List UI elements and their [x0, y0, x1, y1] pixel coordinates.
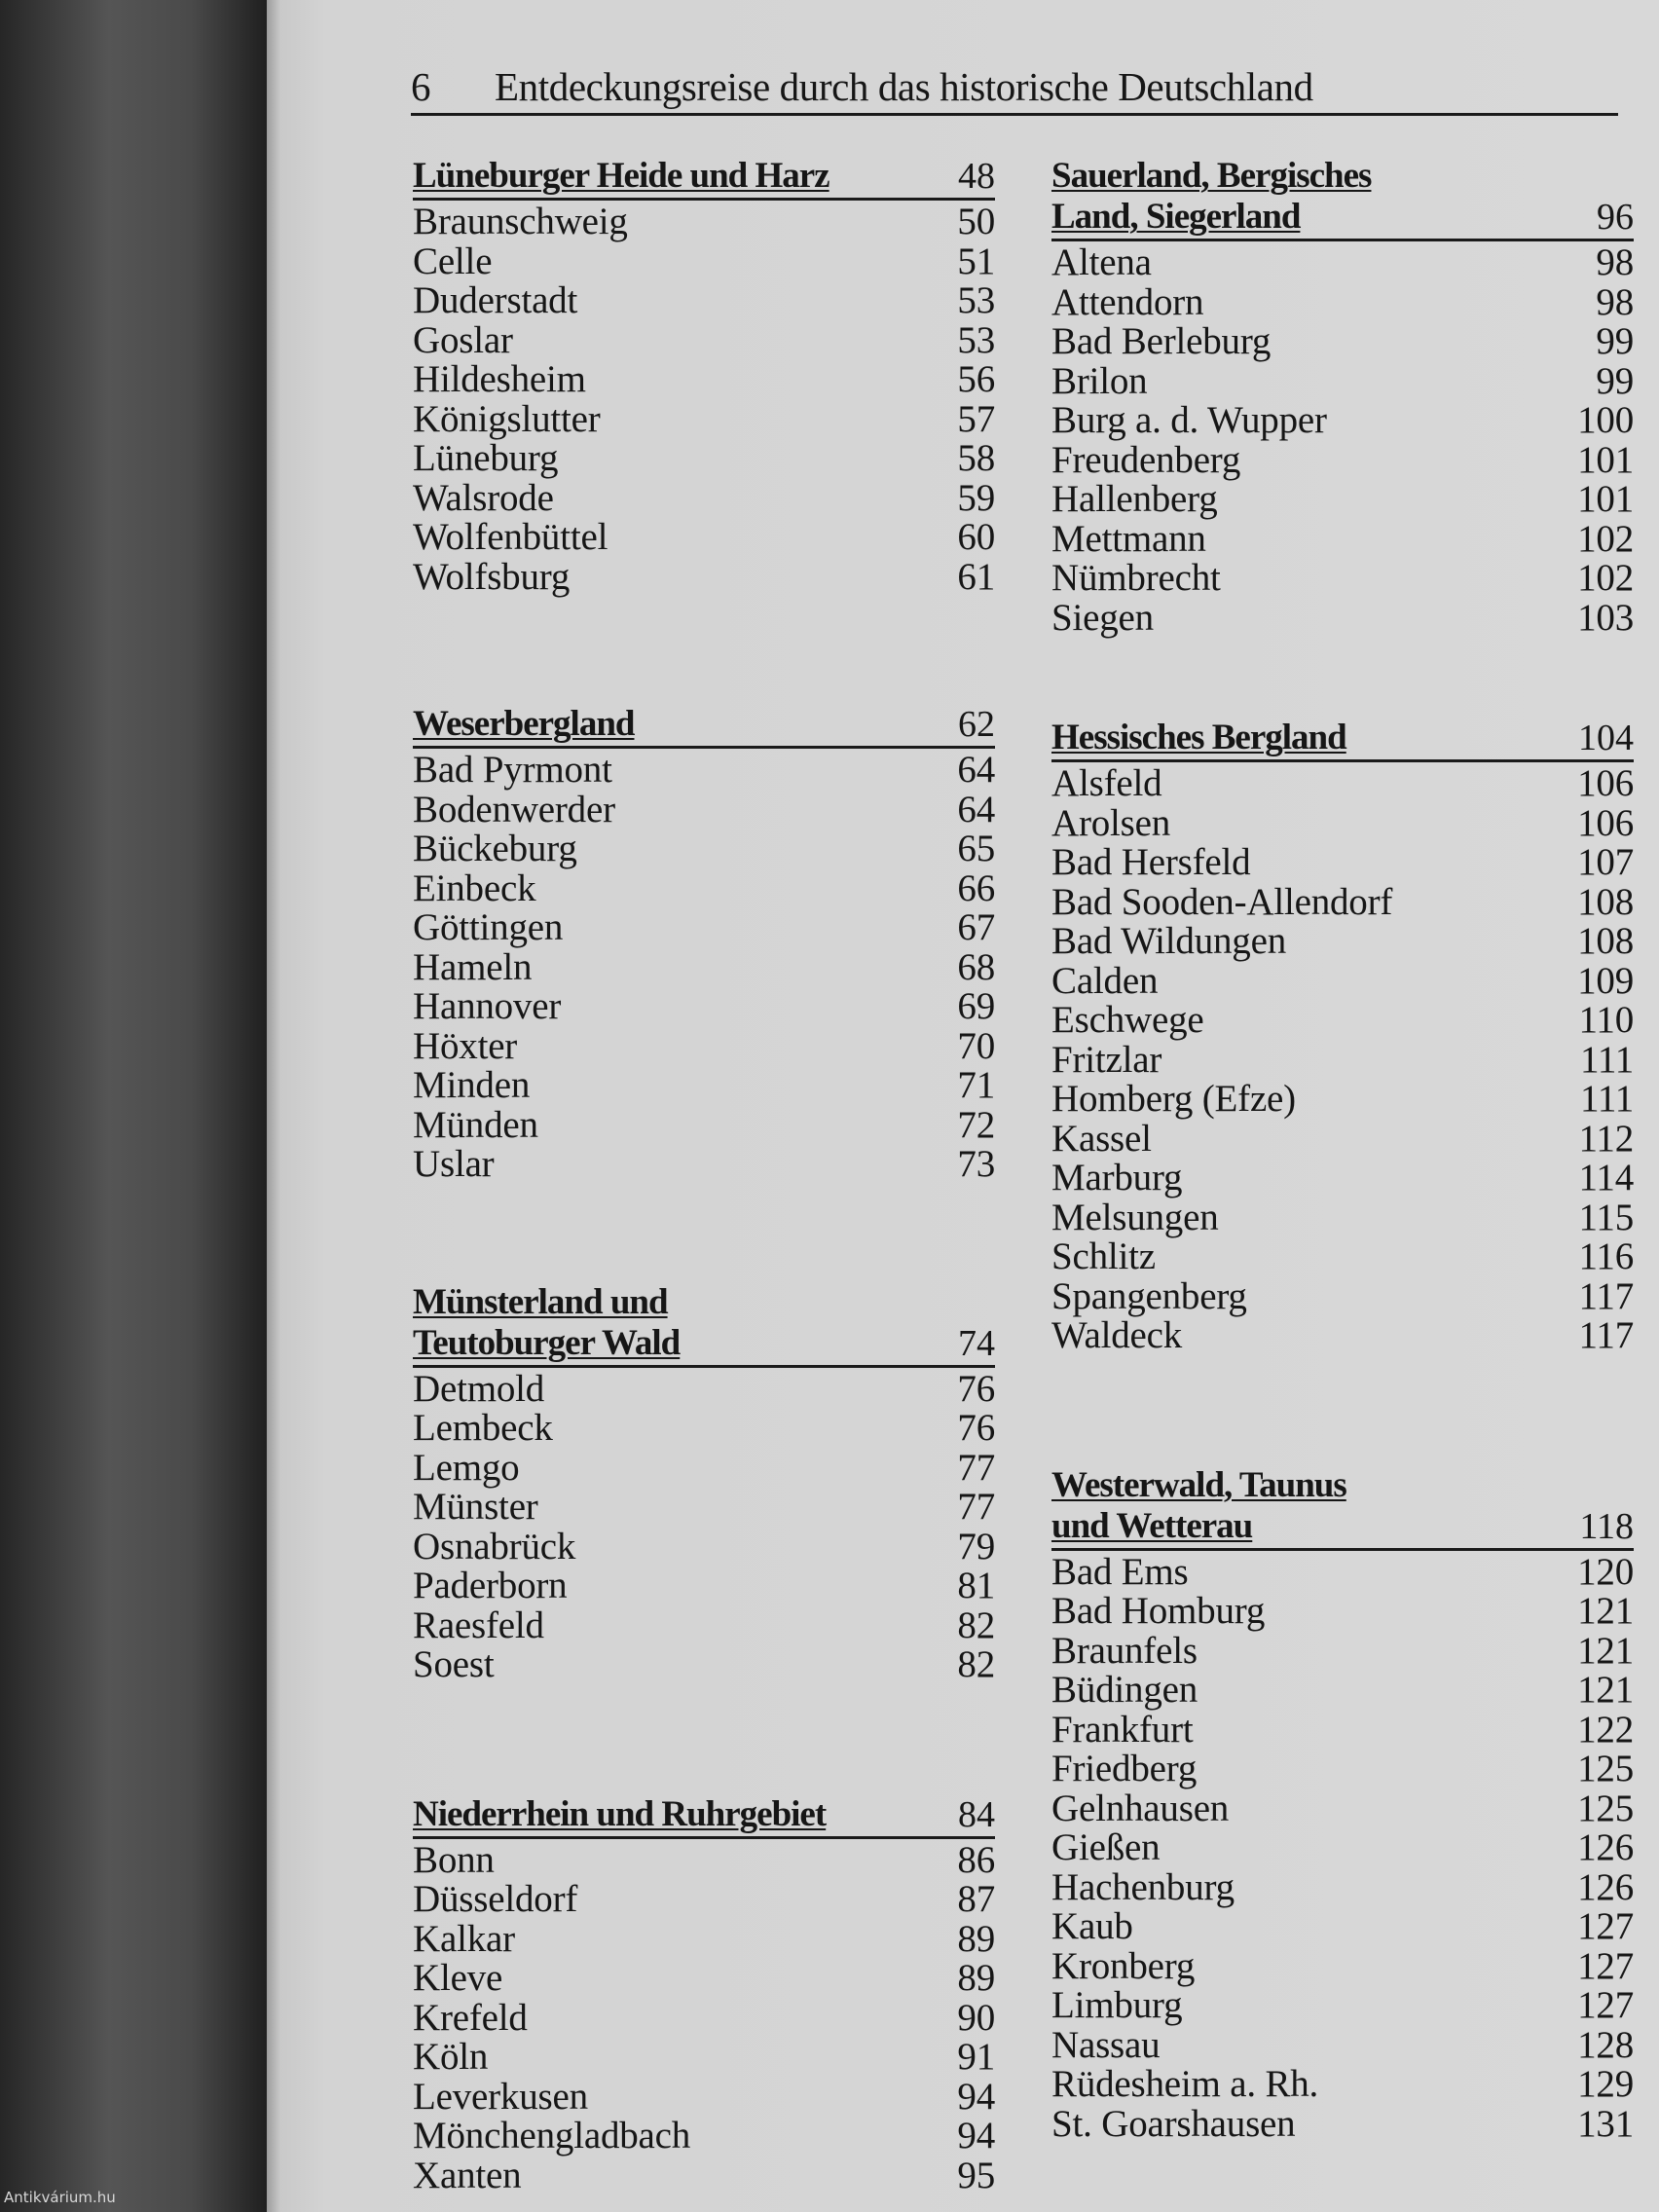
entry-page: 90 — [957, 1996, 995, 2039]
toc-entry — [1051, 1828, 1634, 1868]
header-rule — [411, 113, 1618, 116]
toc-entry — [1051, 2023, 1634, 2066]
entry-page: 101 — [1577, 478, 1634, 520]
entry-page: 117 — [1578, 1274, 1634, 1317]
entry-page: 115 — [1578, 1196, 1634, 1238]
toc-entry — [1051, 764, 1634, 804]
entry-name: Raesfeld — [413, 1604, 544, 1646]
entry-page: 98 — [1596, 241, 1634, 283]
entry-page: 103 — [1577, 596, 1634, 639]
toc-entry — [413, 1409, 995, 1449]
toc-entry — [1051, 843, 1634, 883]
section-title: Münsterland und Teutoburger Wald — [413, 1281, 681, 1363]
toc-entry — [1051, 438, 1634, 481]
toc-entry — [1051, 359, 1634, 402]
toc-entry — [413, 439, 995, 479]
toc-entry — [413, 1959, 995, 1999]
section-page: 84 — [958, 1793, 995, 1835]
entry-name: Einbeck — [413, 866, 536, 909]
entry-page: 126 — [1577, 1826, 1634, 1868]
toc-entry — [1051, 1986, 1634, 2026]
running-header — [411, 62, 1618, 111]
entry-name: Bad Berleburg — [1051, 320, 1272, 362]
toc-entry — [413, 2075, 995, 2118]
toc-entry — [1051, 280, 1634, 323]
entry-name: Göttingen — [413, 906, 564, 948]
toc-entry — [413, 281, 995, 321]
entry-name: Büdingen — [1051, 1669, 1198, 1711]
toc-entry — [413, 2154, 995, 2196]
entry-name: Kassel — [1051, 1117, 1152, 1160]
toc-entry — [413, 1145, 995, 1185]
entry-name: Osnabrück — [413, 1525, 576, 1567]
entry-name: Soest — [413, 1643, 495, 1685]
entry-page: 95 — [957, 2154, 995, 2196]
entry-page: 109 — [1577, 959, 1634, 1002]
section-gap — [1051, 638, 1634, 718]
entry-name: Lemgo — [413, 1446, 520, 1489]
entry-name: Brilon — [1051, 359, 1148, 402]
entry-name: Lembeck — [413, 1407, 553, 1449]
entry-page: 98 — [1596, 280, 1634, 323]
toc-entry — [413, 1567, 995, 1606]
entry-page: 56 — [957, 358, 995, 400]
entry-page: 107 — [1577, 841, 1634, 883]
toc-entry — [1051, 1865, 1634, 1908]
entry-name: Xanten — [413, 2154, 522, 2196]
toc-entry — [1051, 1592, 1634, 1632]
toc-entry — [1051, 1708, 1634, 1751]
entry-page: 100 — [1577, 399, 1634, 441]
entry-page: 50 — [957, 201, 995, 242]
entry-page: 106 — [1577, 801, 1634, 844]
section-gap — [1051, 1356, 1634, 1465]
toc-entry — [413, 830, 995, 869]
entry-page: 110 — [1578, 999, 1634, 1041]
toc-column-left — [413, 156, 995, 2195]
entry-page: 91 — [957, 2036, 995, 2078]
section-heading — [413, 704, 995, 749]
entry-page: 71 — [957, 1064, 995, 1106]
entry-page: 99 — [1596, 320, 1634, 362]
toc-entry — [413, 1917, 995, 1960]
toc-entry — [413, 1525, 995, 1567]
entry-page: 81 — [957, 1565, 995, 1606]
entry-page: 76 — [957, 1407, 995, 1449]
book-spine — [0, 0, 273, 2212]
entry-page: 58 — [957, 437, 995, 479]
entry-name: Detmold — [413, 1367, 545, 1410]
toc-entry — [1051, 401, 1634, 441]
entry-name: Homberg (Efze) — [1051, 1078, 1296, 1120]
toc-entry — [413, 555, 995, 598]
entry-name: Bad Pyrmont — [413, 749, 612, 791]
entry-name: Bad Hersfeld — [1051, 841, 1251, 883]
section-page: 104 — [1578, 718, 1634, 758]
entry-page: 94 — [957, 2115, 995, 2157]
toc-entry — [1051, 480, 1634, 520]
entry-name: Paderborn — [413, 1565, 568, 1606]
entry-page: 79 — [957, 1525, 995, 1567]
toc-entry — [413, 1880, 995, 1920]
entry-name: Hannover — [413, 985, 562, 1027]
page-title: Entdeckungsreise durch das historische Deutschland — [495, 64, 1313, 109]
section-gap — [413, 1185, 995, 1282]
toc-entry — [1051, 2065, 1634, 2105]
entry-name: Attendorn — [1051, 280, 1204, 323]
toc-entry — [1051, 1237, 1634, 1277]
entry-name: Wolfenbüttel — [413, 516, 608, 558]
entry-name: Bückeburg — [413, 828, 577, 869]
entry-name: Lüneburg — [413, 437, 559, 479]
entry-page: 67 — [957, 906, 995, 948]
toc-entry — [1051, 1316, 1634, 1356]
entry-page: 69 — [957, 985, 995, 1027]
toc-entry — [1051, 1038, 1634, 1081]
toc-section — [413, 704, 995, 1185]
entry-name: Kaub — [1051, 1905, 1133, 1947]
entry-name: Siegen — [1051, 596, 1154, 639]
entry-page: 59 — [957, 476, 995, 519]
entry-name: Bad Sooden-Allendorf — [1051, 880, 1393, 923]
entry-page: 102 — [1577, 557, 1634, 599]
entry-name: Friedberg — [1051, 1748, 1198, 1789]
entry-name: Spangenberg — [1051, 1274, 1247, 1317]
entry-name: Hallenberg — [1051, 478, 1218, 520]
entry-name: Fritzlar — [1051, 1038, 1162, 1081]
entry-page: 116 — [1578, 1235, 1634, 1277]
entry-name: Köln — [413, 2036, 489, 2078]
entry-name: Höxter — [413, 1024, 518, 1067]
entry-page: 126 — [1577, 1865, 1634, 1908]
entry-name: Münden — [413, 1103, 538, 1146]
toc-entry — [1051, 1944, 1634, 1987]
entry-name: Bad Wildungen — [1051, 920, 1286, 962]
entry-page: 106 — [1577, 762, 1634, 804]
entry-name: Goslar — [413, 318, 513, 361]
toc-entry — [1051, 322, 1634, 362]
entry-name: Alsfeld — [1051, 762, 1162, 804]
toc-entry — [1051, 1789, 1634, 1829]
entry-page: 86 — [957, 1838, 995, 1881]
entry-name: Mettmann — [1051, 517, 1206, 560]
entry-page: 53 — [957, 318, 995, 361]
toc-section — [413, 156, 995, 597]
entry-page: 64 — [957, 749, 995, 791]
toc-entry — [413, 2117, 995, 2157]
entry-page: 127 — [1577, 1944, 1634, 1987]
entry-page: 51 — [957, 240, 995, 282]
entry-page: 122 — [1577, 1708, 1634, 1751]
toc-entry — [413, 360, 995, 400]
toc-entry — [1051, 1198, 1634, 1238]
entry-name: St. Goarshausen — [1051, 2102, 1296, 2145]
entry-page: 121 — [1577, 1629, 1634, 1672]
entry-page: 65 — [957, 828, 995, 869]
entry-page: 64 — [957, 788, 995, 830]
section-heading — [1051, 156, 1634, 241]
toc-entry — [1051, 2102, 1634, 2145]
entry-name: Marburg — [1051, 1157, 1183, 1198]
entry-name: Münster — [413, 1486, 538, 1528]
toc-entry — [413, 1103, 995, 1146]
toc-entry — [413, 203, 995, 242]
entry-page: 108 — [1577, 920, 1634, 962]
toc-entry — [413, 1606, 995, 1646]
entry-name: Bodenwerder — [413, 788, 615, 830]
toc-entry — [413, 788, 995, 830]
entry-page: 112 — [1578, 1117, 1634, 1160]
entry-page: 61 — [957, 555, 995, 598]
section-page: 48 — [958, 156, 995, 197]
entry-name: Waldeck — [1051, 1314, 1183, 1356]
toc-entry — [413, 1066, 995, 1106]
entry-page: 76 — [957, 1367, 995, 1410]
toc-entry — [1051, 959, 1634, 1002]
entry-page: 99 — [1596, 359, 1634, 402]
entry-name: Mönchengladbach — [413, 2115, 691, 2157]
toc-entry — [413, 1838, 995, 1881]
entry-page: 73 — [957, 1143, 995, 1185]
entry-page: 129 — [1577, 2063, 1634, 2105]
toc-entry — [1051, 1117, 1634, 1160]
toc-entry — [413, 866, 995, 909]
entry-page: 111 — [1579, 1038, 1634, 1081]
toc-entry — [1051, 1159, 1634, 1198]
toc-entry — [413, 987, 995, 1027]
toc-entry — [1051, 243, 1634, 283]
toc-entry — [1051, 517, 1634, 560]
section-title: Niederrhein und Ruhrgebiet — [413, 1793, 827, 1834]
toc-entry — [413, 476, 995, 519]
section-title: Westerwald, Taunus und Wetterau — [1051, 1464, 1346, 1546]
watermark: Antikvárium.hu — [4, 2189, 116, 2206]
toc-entry — [413, 397, 995, 440]
toc-entry — [1051, 1080, 1634, 1120]
toc-entry — [1051, 1907, 1634, 1947]
toc-entry — [413, 908, 995, 948]
section-title: Lüneburger Heide und Harz — [413, 156, 830, 196]
entry-page: 121 — [1577, 1669, 1634, 1711]
toc-entry — [413, 1446, 995, 1489]
entry-name: Altena — [1051, 241, 1152, 283]
toc-entry — [413, 1996, 995, 2039]
toc-entry — [413, 1367, 995, 1410]
toc-entry — [1051, 596, 1634, 639]
entry-page: 121 — [1577, 1590, 1634, 1632]
section-page: 96 — [1597, 197, 1634, 238]
entry-name: Hachenburg — [1051, 1865, 1235, 1908]
entry-page: 127 — [1577, 1905, 1634, 1947]
entry-page: 89 — [957, 1957, 995, 1999]
toc-entry — [1051, 1629, 1634, 1672]
page-number: 6 — [411, 64, 431, 109]
entry-name: Freudenberg — [1051, 438, 1241, 481]
entry-name: Melsungen — [1051, 1196, 1219, 1238]
toc-entry — [1051, 880, 1634, 923]
section-title: Hessisches Bergland — [1051, 718, 1346, 757]
entry-page: 102 — [1577, 517, 1634, 560]
entry-name: Eschwege — [1051, 999, 1204, 1041]
toc-entry — [1051, 1750, 1634, 1789]
entry-name: Leverkusen — [413, 2075, 588, 2118]
entry-name: Wolfsburg — [413, 555, 571, 598]
entry-name: Gelnhausen — [1051, 1787, 1230, 1829]
entry-page: 114 — [1578, 1157, 1634, 1198]
entry-page: 57 — [957, 397, 995, 440]
section-heading — [413, 156, 995, 201]
entry-name: Bad Homburg — [1051, 1590, 1266, 1632]
entry-name: Braunfels — [1051, 1629, 1198, 1672]
toc-section — [1051, 718, 1634, 1356]
entry-page: 77 — [957, 1446, 995, 1489]
entry-name: Königslutter — [413, 397, 601, 440]
toc-entry — [1051, 1274, 1634, 1317]
entry-page: 120 — [1577, 1550, 1634, 1593]
entry-page: 66 — [957, 866, 995, 909]
entry-name: Walsrode — [413, 476, 554, 519]
toc-entry — [413, 751, 995, 791]
entry-page: 128 — [1577, 2023, 1634, 2066]
section-gap — [413, 1685, 995, 1794]
entry-page: 82 — [957, 1604, 995, 1646]
entry-page: 70 — [957, 1024, 995, 1067]
toc-entry — [413, 2038, 995, 2078]
entry-name: Uslar — [413, 1143, 495, 1185]
entry-name: Kronberg — [1051, 1944, 1196, 1987]
section-heading — [1051, 1465, 1634, 1551]
entry-name: Celle — [413, 240, 493, 282]
entry-page: 125 — [1577, 1748, 1634, 1789]
entry-page: 94 — [957, 2075, 995, 2118]
entry-page: 77 — [957, 1486, 995, 1528]
entry-name: Hildesheim — [413, 358, 586, 400]
entry-page: 87 — [957, 1878, 995, 1920]
entry-name: Hameln — [413, 945, 533, 988]
toc-entry — [413, 1645, 995, 1685]
entry-page: 82 — [957, 1643, 995, 1685]
toc-entry — [413, 1488, 995, 1528]
entry-page: 68 — [957, 945, 995, 988]
entry-name: Nümbrecht — [1051, 557, 1221, 599]
book-page — [267, 0, 1659, 2212]
entry-name: Limburg — [1051, 1984, 1183, 2026]
section-gap — [413, 597, 995, 704]
section-title: Sauerland, Bergisches Land, Siegerland — [1051, 156, 1372, 237]
entry-name: Nassau — [1051, 2023, 1161, 2066]
toc-section — [1051, 156, 1634, 638]
toc-entry — [1051, 1001, 1634, 1041]
entry-name: Calden — [1051, 959, 1159, 1002]
toc-section — [1051, 1465, 1634, 2145]
section-heading — [413, 1794, 995, 1839]
entry-name: Kleve — [413, 1957, 503, 1999]
entry-page: 72 — [957, 1103, 995, 1146]
toc-entry — [413, 318, 995, 361]
entry-name: Gießen — [1051, 1826, 1161, 1868]
entry-name: Bonn — [413, 1838, 495, 1881]
toc-entry — [413, 1024, 995, 1067]
entry-name: Burg a. d. Wupper — [1051, 399, 1327, 441]
entry-page: 53 — [957, 279, 995, 321]
toc-section — [413, 1282, 995, 1685]
section-page: 74 — [958, 1322, 995, 1364]
entry-page: 108 — [1577, 880, 1634, 923]
entry-name: Rüdesheim a. Rh. — [1051, 2063, 1319, 2105]
entry-page: 89 — [957, 1917, 995, 1960]
toc-column-right — [1051, 156, 1634, 2144]
section-page: 62 — [958, 704, 995, 745]
toc-entry — [413, 518, 995, 558]
entry-page: 60 — [957, 516, 995, 558]
toc-entry — [413, 242, 995, 282]
entry-page: 131 — [1577, 2102, 1634, 2145]
toc-entry — [413, 945, 995, 988]
section-page: 118 — [1579, 1505, 1634, 1547]
entry-page: 117 — [1578, 1314, 1634, 1356]
entry-name: Minden — [413, 1064, 531, 1106]
toc-entry — [1051, 1671, 1634, 1711]
entry-page: 101 — [1577, 438, 1634, 481]
toc-entry — [1051, 1550, 1634, 1593]
toc-entry — [1051, 801, 1634, 844]
toc-section — [413, 1794, 995, 2196]
toc-entry — [1051, 922, 1634, 962]
entry-name: Bad Ems — [1051, 1550, 1189, 1593]
entry-name: Kalkar — [413, 1917, 515, 1960]
entry-page: 127 — [1577, 1984, 1634, 2026]
entry-page: 125 — [1577, 1787, 1634, 1829]
section-title: Weserbergland — [413, 704, 635, 744]
entry-name: Duderstadt — [413, 279, 578, 321]
entry-name: Krefeld — [413, 1996, 528, 2039]
entry-name: Arolsen — [1051, 801, 1171, 844]
entry-name: Schlitz — [1051, 1235, 1156, 1277]
section-heading — [413, 1282, 995, 1368]
entry-name: Frankfurt — [1051, 1708, 1194, 1751]
entry-name: Düsseldorf — [413, 1878, 578, 1920]
toc-entry — [1051, 559, 1634, 599]
entry-name: Braunschweig — [413, 201, 628, 242]
section-heading — [1051, 718, 1634, 762]
entry-page: 111 — [1579, 1078, 1634, 1120]
